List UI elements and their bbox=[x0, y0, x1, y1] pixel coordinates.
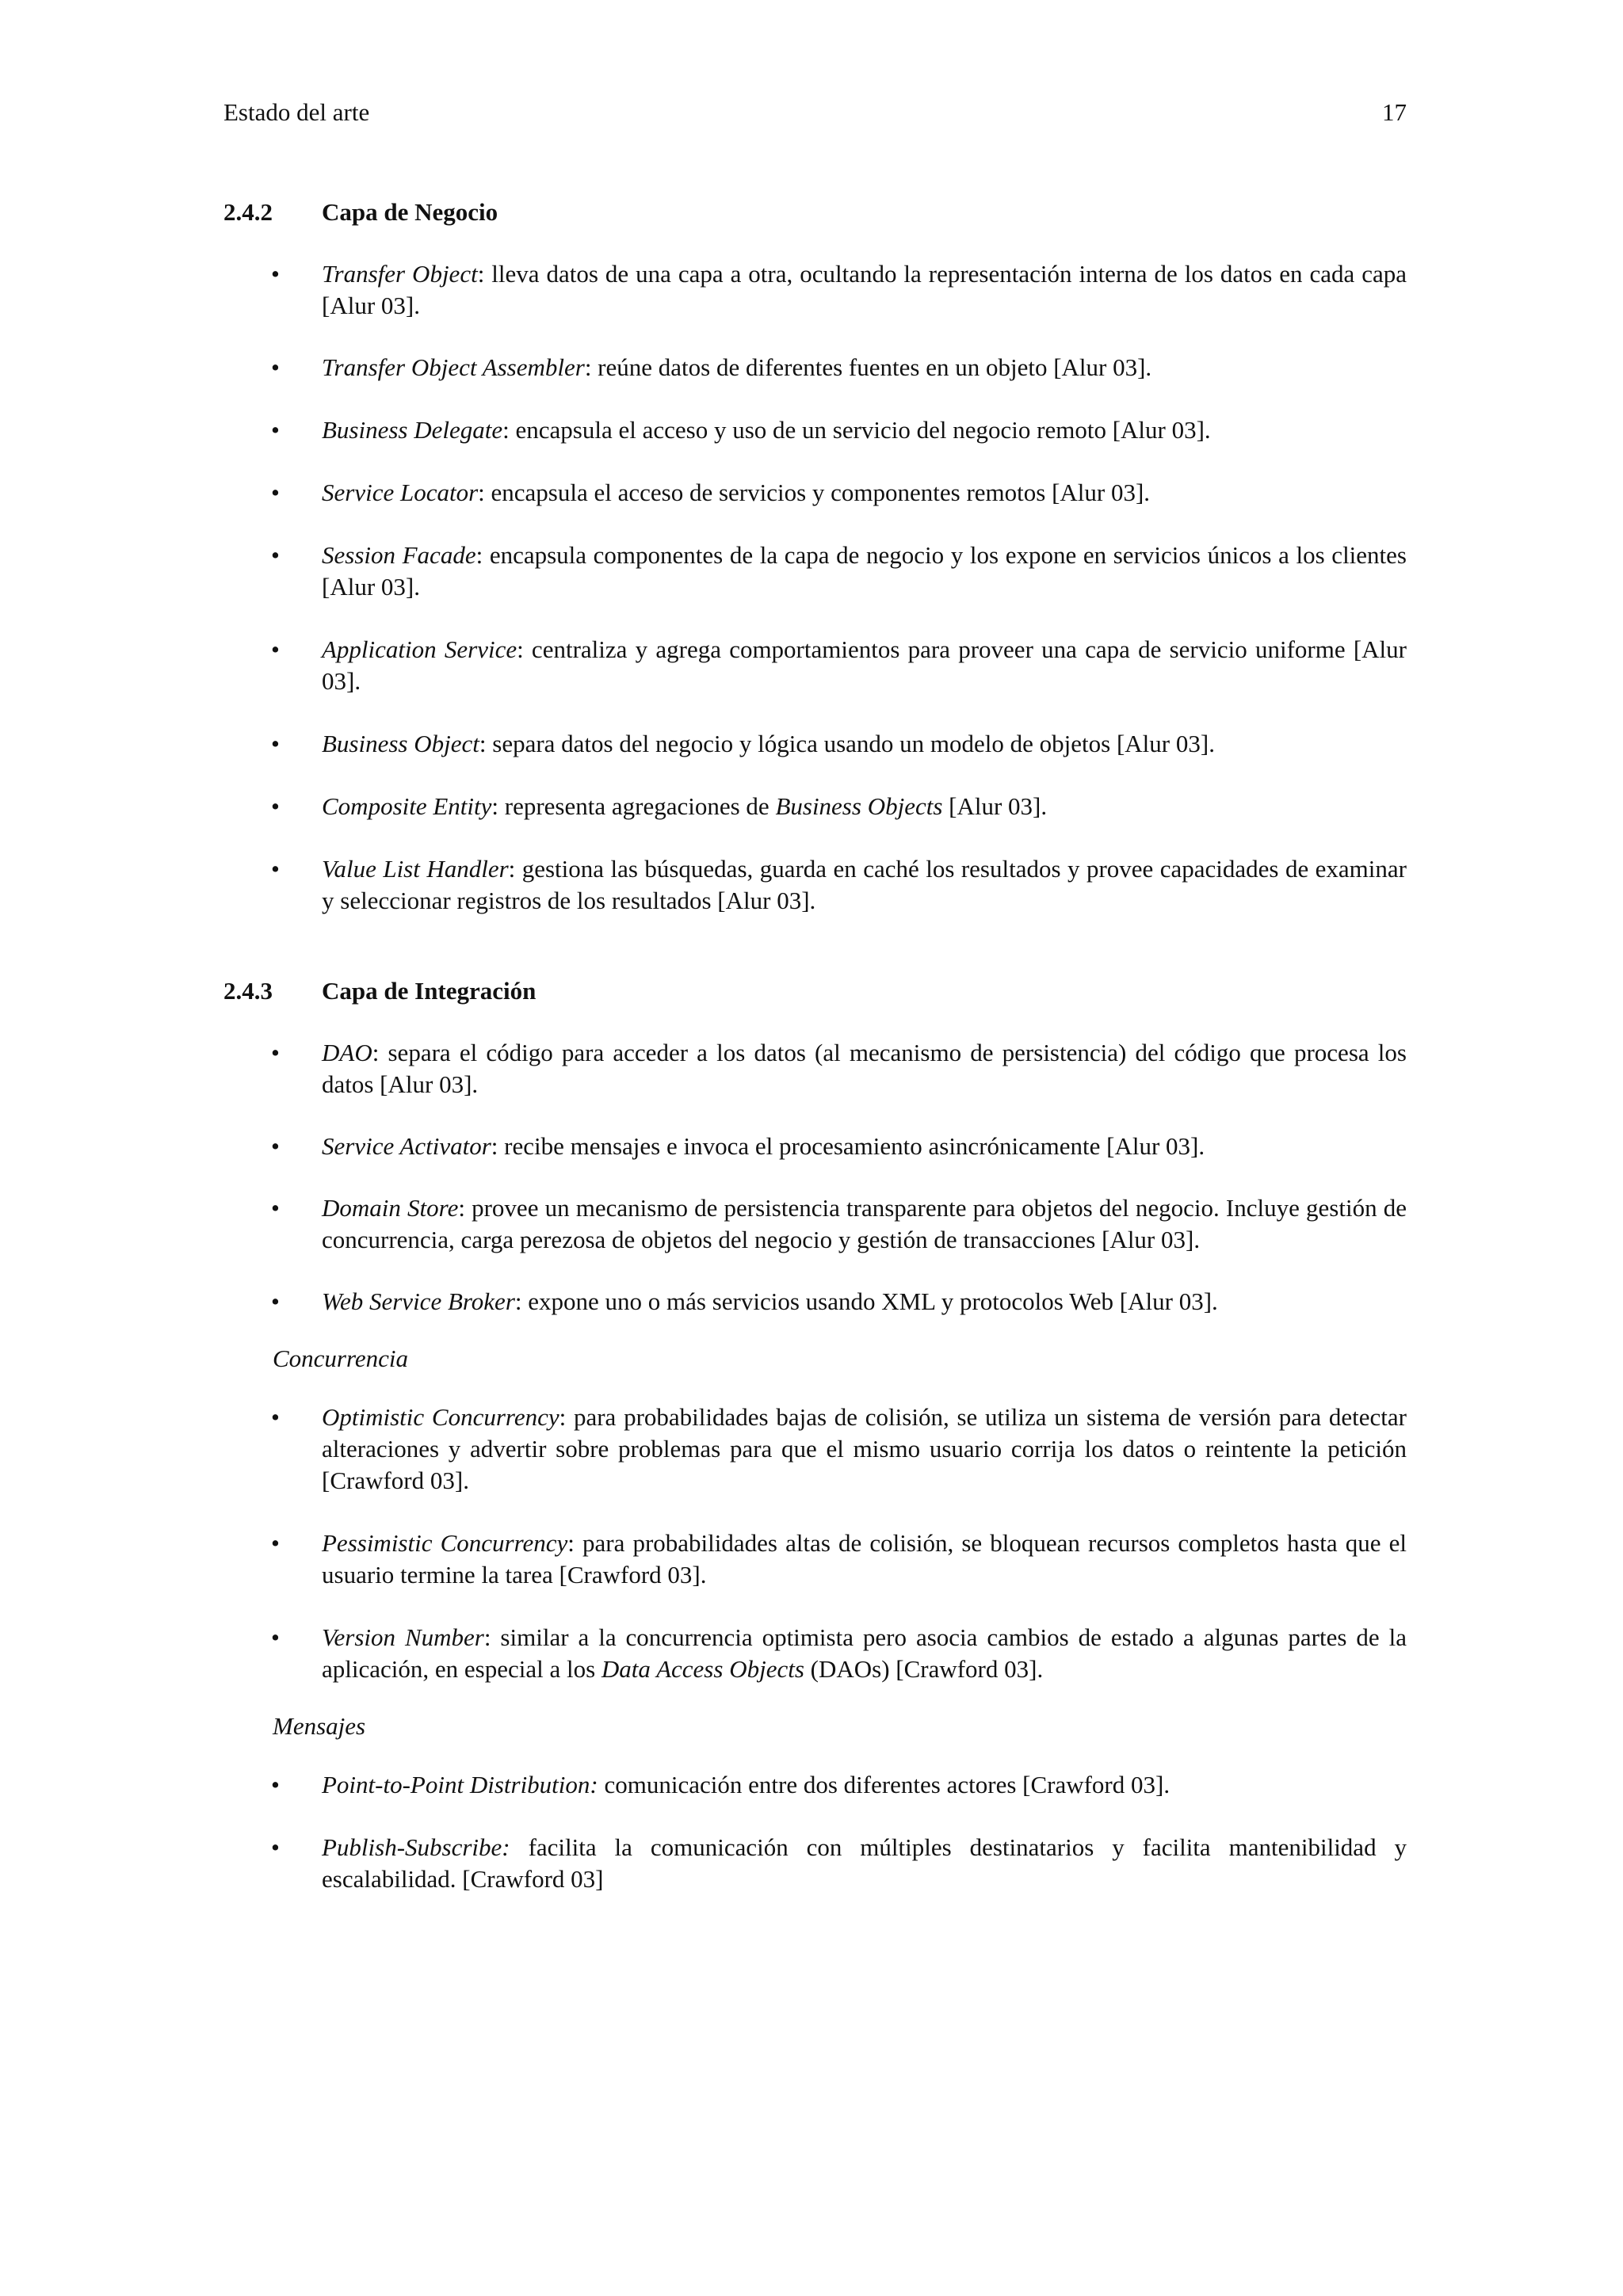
pattern-description: : similar a la concurrencia optimista pero asocia cambios de estado a algunas partes de la aplicación, en especial a los bbox=[322, 1623, 1407, 1683]
section-title: Capa de Integración bbox=[322, 977, 537, 1005]
pattern-term: Pessimistic Concurrency bbox=[322, 1529, 568, 1557]
bullet-icon: • bbox=[271, 353, 280, 381]
subheading-mensajes: Mensajes bbox=[273, 1712, 366, 1740]
bullet-icon: • bbox=[271, 541, 280, 569]
bullet-icon: • bbox=[271, 1623, 280, 1651]
pattern-term: Web Service Broker bbox=[322, 1287, 515, 1315]
bullet-icon: • bbox=[271, 1287, 280, 1315]
list-item bbox=[223, 634, 1407, 697]
pattern-term: Composite Entity bbox=[322, 792, 492, 820]
pattern-description: : provee un mecanismo de persistencia transparente para objetos del negocio. Incluye gestión de concurrencia, carga perezosa de objetos del negocio y gestión de transacciones [Alur 03]. bbox=[322, 1194, 1407, 1253]
pattern-term: Business Object bbox=[322, 730, 479, 757]
pattern-description: : encapsula el acceso de servicios y componentes remotos [Alur 03]. bbox=[478, 479, 1151, 506]
pattern-term: Value List Handler bbox=[322, 855, 509, 883]
messaging-list bbox=[223, 1769, 1407, 1895]
list-item bbox=[223, 791, 1407, 822]
pattern-description: : expone uno o más servicios usando XML y protocolos Web [Alur 03]. bbox=[514, 1287, 1218, 1315]
bullet-icon: • bbox=[271, 1194, 280, 1222]
list-item bbox=[223, 1622, 1407, 1685]
pattern-description: : encapsula componentes de la capa de negocio y los expone en servicios únicos a los clientes [Alur 03]. bbox=[322, 541, 1407, 601]
pattern-description: : reúne datos de diferentes fuentes en un objeto [Alur 03]. bbox=[584, 353, 1152, 381]
pattern-description: : separa datos del negocio y lógica usando un modelo de objetos [Alur 03]. bbox=[479, 730, 1215, 757]
pattern-description: : para probabilidades bajas de colisión, se utiliza un sistema de versión para detectar alteraciones y advertir sobre problemas para que el mismo usuario corrija los datos o reintente la petición [Crawford 03]. bbox=[322, 1403, 1407, 1494]
bullet-icon: • bbox=[271, 1132, 280, 1160]
list-item bbox=[223, 477, 1407, 509]
pattern-term: Service Activator bbox=[322, 1132, 491, 1160]
pattern-description: [Alur 03]. bbox=[942, 792, 1048, 820]
list-item bbox=[223, 1832, 1407, 1895]
list-item bbox=[223, 1527, 1407, 1591]
pattern-description: : para probabilidades altas de colisión, se bloquean recursos completos hasta que el usuario termine la tarea [Crawford 03]. bbox=[322, 1529, 1407, 1589]
page-content bbox=[223, 196, 1407, 1895]
list-item bbox=[223, 853, 1407, 917]
bullet-icon: • bbox=[271, 792, 280, 820]
pattern-description: comunicación entre dos diferentes actores [Crawford 03]. bbox=[598, 1771, 1170, 1798]
bullet-icon: • bbox=[271, 479, 280, 506]
pattern-description: : representa agregaciones de bbox=[491, 792, 776, 820]
section-number: 2.4.2 bbox=[223, 198, 273, 226]
pattern-term: Transfer Object Assembler bbox=[322, 353, 585, 381]
pattern-description: : separa el código para acceder a los datos (al mecanismo de persistencia) del código que procesa los datos [Alur 03]. bbox=[322, 1039, 1407, 1098]
list-item bbox=[223, 1286, 1407, 1318]
pattern-term: Transfer Object bbox=[322, 260, 478, 288]
pattern-term: Domain Store bbox=[322, 1194, 459, 1222]
bullet-icon: • bbox=[271, 1403, 280, 1431]
bullet-icon: • bbox=[271, 730, 280, 757]
integration-tier-list bbox=[223, 1037, 1407, 1318]
business-tier-list bbox=[223, 258, 1407, 917]
list-item bbox=[223, 1037, 1407, 1100]
list-item bbox=[223, 1131, 1407, 1162]
pattern-term: Business Delegate bbox=[322, 416, 503, 444]
bullet-icon: • bbox=[271, 855, 280, 883]
bullet-icon: • bbox=[271, 260, 280, 288]
list-item bbox=[223, 1192, 1407, 1256]
header-title: Estado del arte bbox=[223, 98, 370, 126]
page-number: 17 bbox=[1382, 98, 1407, 126]
list-item bbox=[223, 414, 1407, 446]
list-item bbox=[223, 1769, 1407, 1801]
list-item bbox=[223, 1402, 1407, 1497]
pattern-description: : recibe mensajes e invoca el procesamiento asincrónicamente [Alur 03]. bbox=[491, 1132, 1205, 1160]
bullet-icon: • bbox=[271, 1039, 280, 1066]
bullet-icon: • bbox=[271, 416, 280, 444]
pattern-term: DAO bbox=[322, 1039, 372, 1066]
section-heading-2-4-2 bbox=[223, 196, 1407, 228]
pattern-term: Optimistic Concurrency bbox=[322, 1403, 559, 1431]
pattern-term: Point-to-Point Distribution: bbox=[322, 1771, 598, 1798]
pattern-description: facilita la comunicación con múltiples destinatarios y facilita mantenibilidad y escalabilidad. [Crawford 03] bbox=[322, 1833, 1407, 1893]
list-item bbox=[223, 540, 1407, 603]
bullet-icon: • bbox=[271, 635, 280, 663]
pattern-term: Application Service bbox=[322, 635, 517, 663]
pattern-term: Version Number bbox=[322, 1623, 484, 1651]
list-item bbox=[223, 258, 1407, 322]
section-title: Capa de Negocio bbox=[322, 198, 498, 226]
list-item bbox=[223, 352, 1407, 383]
section-heading-2-4-3 bbox=[223, 975, 1407, 1007]
pattern-term: Publish-Subscribe: bbox=[322, 1833, 510, 1861]
pattern-description: : lleva datos de una capa a otra, ocultando la representación interna de los datos en cada capa [Alur 03]. bbox=[322, 260, 1407, 319]
concurrency-list bbox=[223, 1402, 1407, 1685]
bullet-icon: • bbox=[271, 1771, 280, 1798]
subheading-concurrencia: Concurrencia bbox=[273, 1344, 409, 1372]
pattern-description: (DAOs) [Crawford 03]. bbox=[804, 1655, 1044, 1683]
bullet-icon: • bbox=[271, 1833, 280, 1861]
list-item bbox=[223, 728, 1407, 760]
bullet-icon: • bbox=[271, 1529, 280, 1557]
pattern-term: Data Access Objects bbox=[601, 1655, 804, 1683]
section-number: 2.4.3 bbox=[223, 977, 273, 1005]
pattern-term: Business Objects bbox=[775, 792, 943, 820]
pattern-description: : gestiona las búsquedas, guarda en caché los resultados y provee capacidades de examinar y seleccionar registros de los resultados [Alur 03]. bbox=[322, 855, 1407, 914]
pattern-term: Service Locator bbox=[322, 479, 479, 506]
pattern-description: : centraliza y agrega comportamientos para proveer una capa de servicio uniforme [Alur 03]. bbox=[322, 635, 1407, 695]
pattern-term: Session Facade bbox=[322, 541, 476, 569]
pattern-description: : encapsula el acceso y uso de un servicio del negocio remoto [Alur 03]. bbox=[502, 416, 1211, 444]
